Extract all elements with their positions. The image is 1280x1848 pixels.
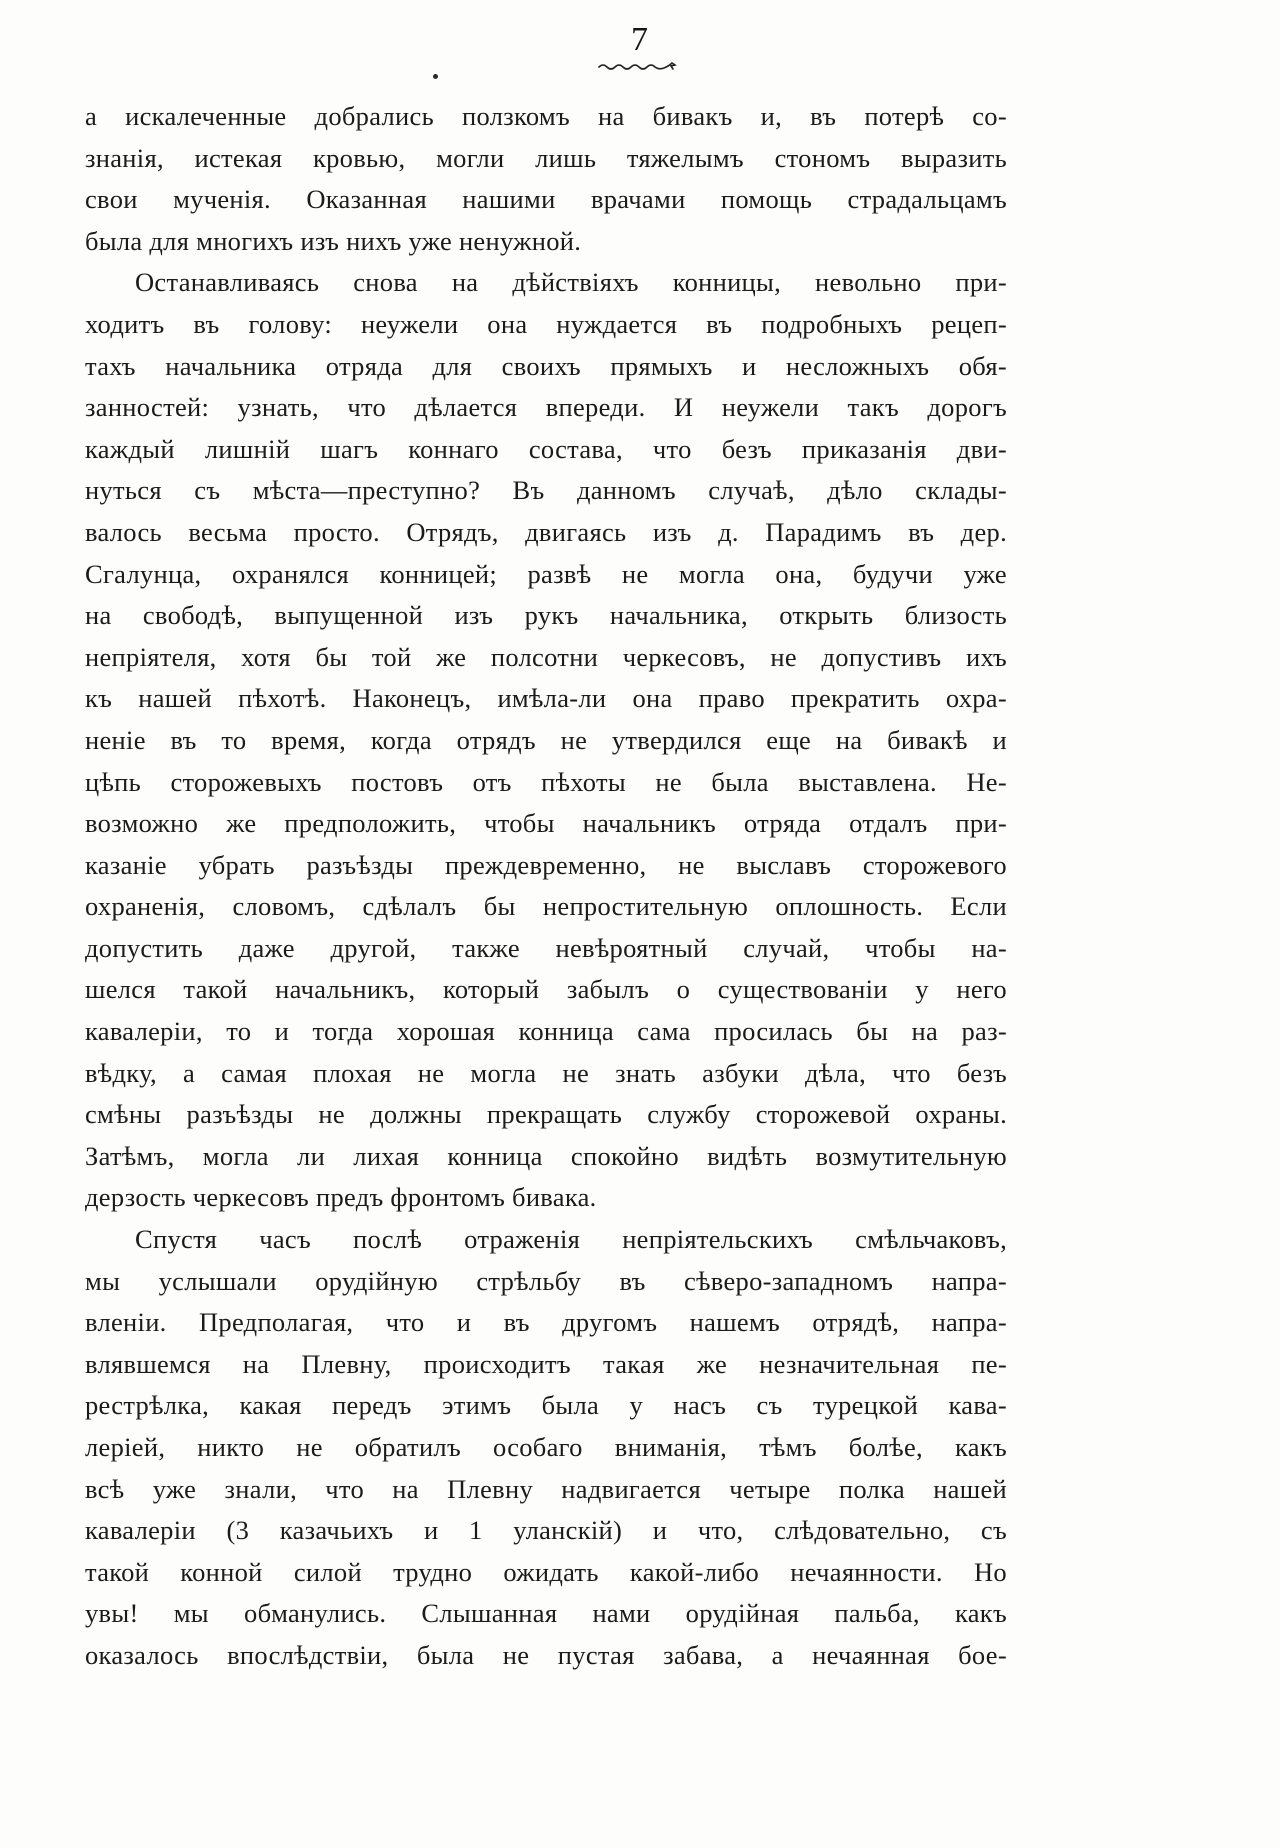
text-line: увы! мы обманулись. Слышанная нами орудійная пальба, какъ (85, 1598, 1007, 1629)
text-line: допустить даже другой, также невѣроятный случай, чтобы на- (85, 932, 1007, 963)
text-line: нуться съ мѣста—преступно? Въ данномъ случаѣ, дѣло склады- (85, 475, 1007, 506)
text-line: тахъ начальника отряда для своихъ прямыхъ и несложныхъ обя- (85, 350, 1007, 381)
text-line: влявшемся на Плевну, происходитъ такая же незначительная пе- (85, 1348, 1007, 1379)
text-line: Останавливаясь снова на дѣйствіяхъ конницы, невольно при- (135, 267, 1007, 298)
text-line: непріятеля, хотя бы той же полсотни черкесовъ, не допустивъ ихъ (85, 641, 1007, 672)
text-line: на свободѣ, выпущенной изъ рукъ начальника, открыть близость (85, 600, 1007, 631)
text-line: вѣдку, а самая плохая не могла не знать азбуки дѣла, что безъ (85, 1057, 1007, 1088)
text-line: неніе въ то время, когда отрядъ не утвердился еще на бивакѣ и (85, 724, 1007, 755)
text-line: ходитъ въ голову: неужели она нуждается въ подробныхъ рецеп- (85, 308, 1007, 339)
text-line: къ нашей пѣхотѣ. Наконецъ, имѣла-ли она право прекратить охра- (85, 683, 1007, 714)
text-block (85, 96, 1007, 1677)
text-line: знанія, истекая кровью, могли лишь тяжелымъ стономъ выразить (85, 142, 1007, 173)
text-line: вленіи. Предполагая, что и въ другомъ нашемъ отрядѣ, напра- (85, 1307, 1007, 1338)
text-line: а искалеченные добрались ползкомъ на бивакъ и, въ потерѣ со- (85, 101, 1007, 131)
text-line: рестрѣлка, какая передъ этимъ была у насъ съ турецкой кава- (85, 1390, 1007, 1421)
text-line: такой конной силой трудно ожидать какой-либо нечаянности. Но (85, 1556, 1007, 1587)
text-line: возможно же предположить, чтобы начальникъ отряда отдалъ при- (85, 808, 1007, 839)
text-line: цѣпь сторожевыхъ постовъ отъ пѣхоты не была выставлена. Не- (85, 766, 1007, 797)
page-number: 7 (631, 21, 649, 58)
squiggle-flourish-icon (597, 56, 683, 72)
paragraph (85, 262, 1007, 1219)
text-line: каждый лишній шагъ коннаго состава, что безъ приказанія дви- (85, 433, 1007, 464)
text-line: кавалеріи (3 казачьихъ и 1 уланскій) и что, слѣдовательно, съ (85, 1515, 1007, 1546)
paragraph (85, 1219, 1007, 1677)
page-header (0, 22, 1280, 72)
text-line: кавалеріи, то и тогда хорошая конница сама просилась бы на раз- (85, 1016, 1007, 1047)
text-line: казаніе убрать разъѣзды преждевременно, не выславъ сторожевого (85, 849, 1007, 880)
text-line: мы услышали орудійную стрѣльбу въ сѣверо-западномъ напра- (85, 1265, 1007, 1296)
text-line: дерзость черкесовъ предъ фронтомъ бивака. (85, 1182, 597, 1213)
text-line: Спустя часъ послѣ отраженія непріятельскихъ смѣльчаковъ, (135, 1224, 1007, 1255)
text-line: смѣны разъѣзды не должны прекращать службу сторожевой охраны. (85, 1099, 1007, 1130)
text-line: Затѣмъ, могла ли лихая конница спокойно видѣть возмутительную (85, 1140, 1007, 1171)
text-line: Сгалунца, охранялся конницей; развѣ не могла она, будучи уже (85, 558, 1007, 589)
text-line: валось весьма просто. Отрядъ, двигаясь изъ д. Парадимъ въ дер. (85, 516, 1007, 547)
text-line: охраненія, словомъ, сдѣлалъ бы непростительную оплошность. Если (85, 891, 1007, 922)
text-line: всѣ уже знали, что на Плевну надвигается четыре полка нашей (85, 1473, 1007, 1504)
text-line: шелся такой начальникъ, который забылъ о существованіи у него (85, 974, 1007, 1005)
text-line: леріей, никто не обратилъ особаго вниманія, тѣмъ болѣе, какъ (85, 1432, 1007, 1462)
text-line: была для многихъ изъ нихъ уже ненужной. (85, 225, 582, 256)
ink-speck (433, 74, 438, 79)
text-line: свои мученія. Оказанная нашими врачами помощь страдальцамъ (85, 184, 1007, 215)
text-line: занностей: узнать, что дѣлается впереди. И неужели такъ дорогъ (85, 392, 1007, 423)
text-line: оказалось впослѣдствіи, была не пустая забава, а нечаянная бое- (85, 1639, 1007, 1670)
paragraph (85, 96, 1007, 262)
